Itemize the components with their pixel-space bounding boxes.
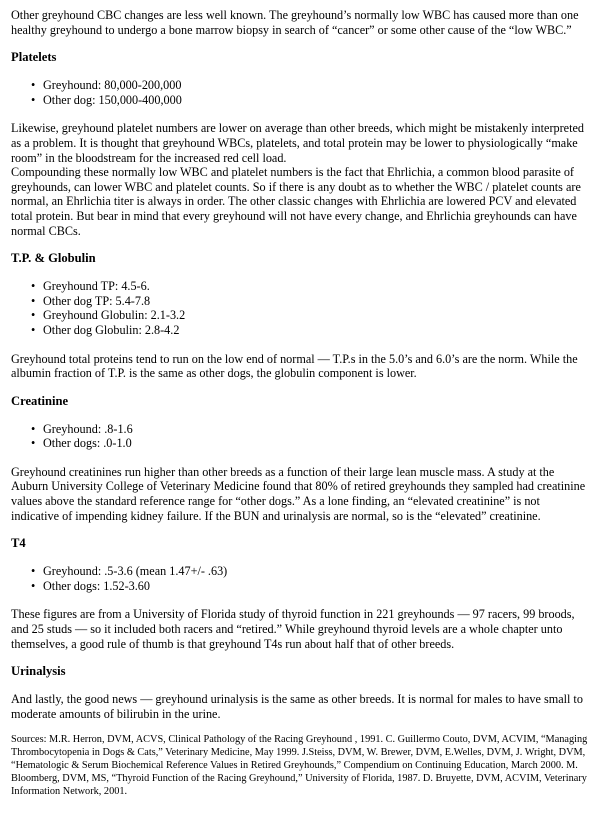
list-item: • Other dog: 150,000-400,000: [31, 93, 589, 108]
platelets-list: [11, 78, 589, 107]
urinalysis-paragraph: And lastly, the good news — greyhound urinalysis is the same as other breeds. It is normal for males to have small to moderate amounts of bilirubin in the urine.: [11, 692, 583, 721]
creatinine-paragraph: Greyhound creatinines run higher than other breeds as a function of their large lean muscle mass. A study at the Auburn University College of Veterinary Medicine found that 80% of retired greyhounds they sampled had creatinine values above the standard reference range for “other dogs.” As a lone finding, an “elevated creatinine” is not indicative of impending kidney failure. If the BUN and urinalysis are normal, so is the “elevated” creatinine.: [11, 464, 586, 523]
creatinine-heading: Creatinine: [11, 393, 69, 408]
list-item: • Greyhound: .8-1.6: [31, 422, 589, 437]
t4-heading: T4: [11, 536, 26, 551]
list-item: • Other dogs: .0-1.0: [31, 436, 589, 451]
tp-globulin-heading: T.P. & Globulin: [11, 251, 96, 266]
platelets-heading: Platelets: [11, 50, 57, 65]
list-item: • Other dog Globulin: 2.8-4.2: [31, 323, 589, 338]
intro-paragraph: Other greyhound CBC changes are less well known. The greyhound’s normally low WBC has caused more than one healthy greyhound to undergo a bone marrow biopsy in search of “cancer” or some other cause of the “low WBC.”: [11, 8, 579, 37]
tp-globulin-paragraph: Greyhound total proteins tend to run on the low end of normal — T.P.s in the 5.0’s and 6.0’s are the norm. While the albumin fraction of T.P. is the same as other dogs, the globulin component is lower.: [11, 351, 578, 381]
list-item: • Greyhound: 80,000-200,000: [31, 78, 589, 93]
list-item: • Other dog TP: 5.4-7.8: [31, 294, 589, 309]
list-item: • Greyhound Globulin: 2.1-3.2: [31, 308, 589, 323]
list-item: • Greyhound TP: 4.5-6.: [31, 279, 589, 294]
platelets-paragraph-2: Compounding these normally low WBC and platelet numbers is the fact that Ehrlichia, a common blood parasite of greyhounds, can lower WBC and platelet counts. So if there is any doubt as to whether the WBC / platelet counts are normal, an Ehrlichia titer is always in order. The other classic changes with Ehrlichia are lowered PCV and elevated total protein. But bear in mind that every greyhound will not have every change, and Ehrlichia greyhounds can have normal CBCs.: [11, 165, 581, 238]
tp-globulin-list: [11, 279, 589, 337]
list-item: • Greyhound: .5-3.6 (mean 1.47+/- .63): [31, 564, 589, 579]
t4-paragraph: These figures are from a University of Florida study of thyroid function in 221 greyhounds — 97 racers, 99 broods, and 25 studs — so it included both racers and “retired.” While greyhound thyroid levels are a whole chapter unto themselves, a good rule of thumb is that greyhound T4s run about half that of other breeds.: [11, 607, 575, 651]
sources-citation: Sources: M.R. Herron, DVM, ACVS, Clinical Pathology of the Racing Greyhound , 1991. C. Guillermo Couto, DVM, ACVIM, “Managing Thrombocytopenia in Dogs & Cats,” Veterinary Medicine, May 1999. J.Steiss, DVM, W. Brewer, DVM, E.Welles, DVM, J. Wright, DVM, “Hematologic & Serum Biochemical Reference Values in Retired Greyhounds,” Compendium on Continuing Education, March 2000. M. Bloomberg, DVM, MS, “Thyroid Function of the Racing Greyhound,” University of Florida, 1987. D. Bruyette, DVM, ACVIM, Veterinary Information Network, 2001.: [11, 734, 588, 798]
creatinine-list: [11, 422, 589, 451]
urinalysis-heading: Urinalysis: [11, 664, 66, 679]
t4-list: [11, 564, 589, 593]
platelets-paragraph-1: Likewise, greyhound platelet numbers are lower on average than other breeds, which might be mistakenly interpreted as a problem. It is thought that greyhound WBCs, platelets, and total protein may be lower to physiologically “make room” in the bloodstream for the increased red cell load.: [11, 121, 584, 165]
list-item: • Other dogs: 1.52-3.60: [31, 579, 589, 594]
